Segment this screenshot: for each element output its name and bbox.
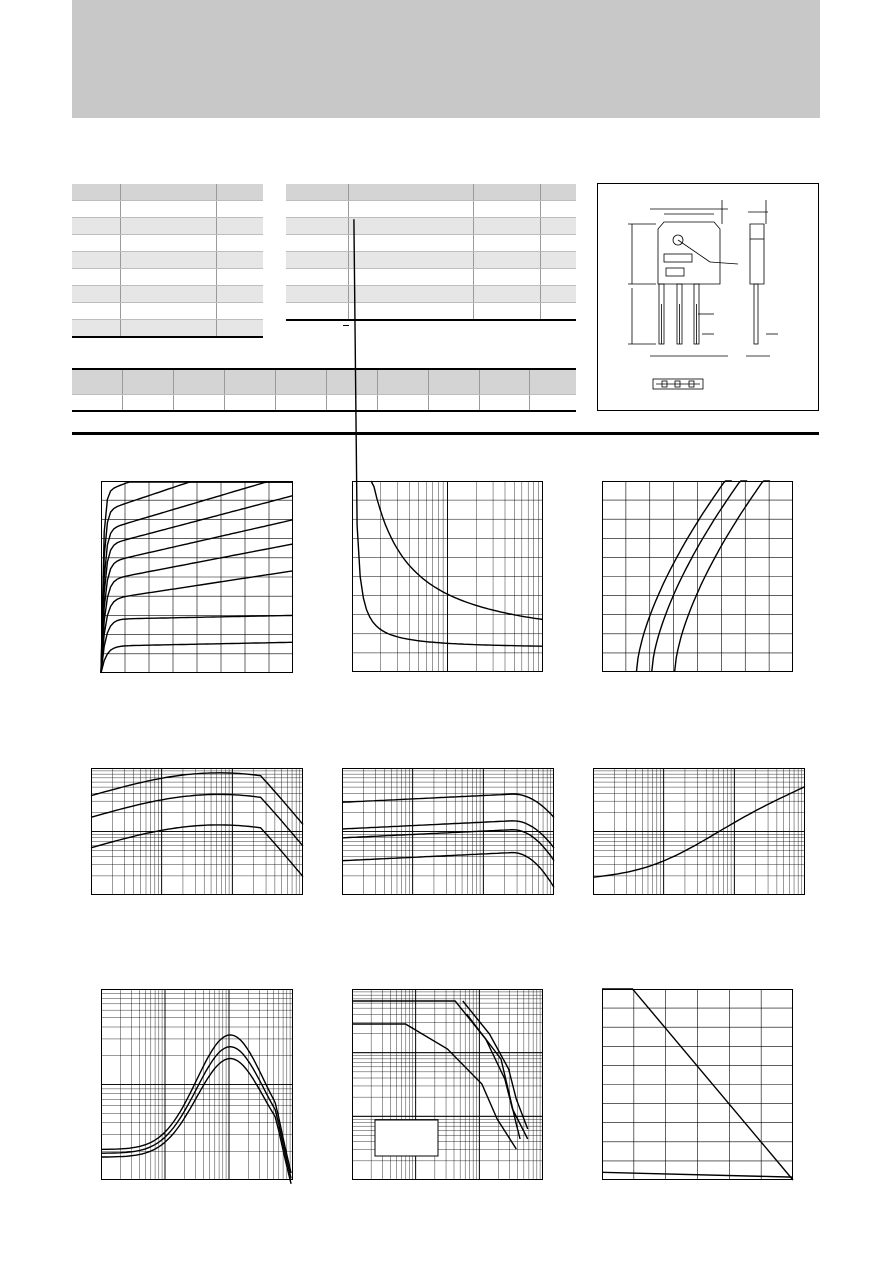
series-curve: [91, 794, 303, 846]
series-curve: [352, 1001, 528, 1139]
series-curve: [342, 853, 554, 888]
section-divider: [72, 432, 819, 435]
series-curve: [101, 1047, 291, 1179]
output-characteristics-graph: [101, 481, 293, 673]
series-curve: [463, 1001, 528, 1129]
to3p-package-outline-icon: [598, 184, 820, 412]
header-band: [72, 0, 820, 118]
safe-operating-area-graph: [352, 989, 543, 1180]
vce-sat-graph: [593, 768, 805, 895]
ft-vs-ie-graph: [101, 989, 293, 1180]
package-outline-panel: [597, 183, 819, 411]
absolute-ratings-table: [72, 184, 263, 338]
legend-box: [375, 1120, 438, 1156]
series-curve: [371, 481, 543, 620]
hfe-vs-ic-graph: [91, 768, 303, 895]
series-curve: [91, 773, 303, 825]
hfe-grade-table: [72, 368, 576, 412]
overline-mark: [343, 325, 349, 326]
hfe-temperature-graph: [342, 768, 554, 895]
series-curve: [342, 794, 554, 817]
transfer-characteristics-graph: [602, 481, 793, 672]
power-derating-graph: [602, 989, 793, 1180]
saturation-characteristics-graph: [352, 481, 543, 672]
electrical-characteristics-table: [286, 184, 576, 321]
